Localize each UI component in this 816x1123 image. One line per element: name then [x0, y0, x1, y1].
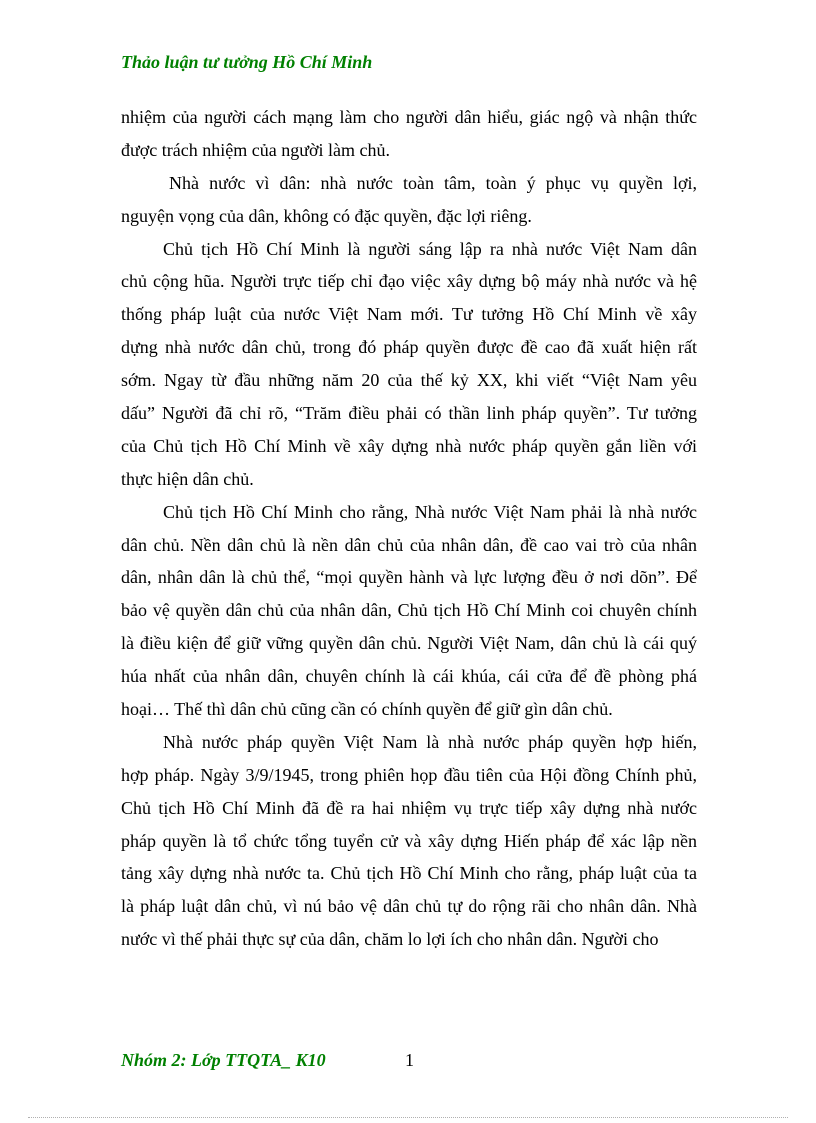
body-line: pháp quyền là tổ chức tổng tuyển cử và xây dựng Hiến pháp để xác lập nền — [121, 830, 697, 851]
body-line: Chủ tịch Hồ Chí Minh cho rằng, Nhà nước Việt Nam phải là nhà nước — [163, 501, 697, 522]
body-line: là pháp luật dân chủ, vì nú bảo vệ dân chủ tự do rộng rãi cho nhân dân. Nhà — [121, 896, 697, 917]
body-line: húa nhất của nhân dân, chuyên chính là cái khúa, cái cửa để đề phòng phá — [121, 666, 697, 687]
body-line: Chủ tịch Hồ Chí Minh đã đề ra hai nhiệm vụ trực tiếp xây dựng nhà nước — [121, 797, 697, 818]
body-line: bảo vệ quyền dân chủ của nhân dân, Chủ tịch Hồ Chí Minh coi chuyên chính — [121, 600, 697, 621]
page-divider — [28, 1117, 788, 1118]
body-line: hợp pháp. Ngày 3/9/1945, trong phiên họp đầu tiên của Hội đồng Chính phủ, — [121, 764, 697, 785]
header-title: Thảo luận tư tưởng Hồ Chí Minh — [121, 52, 373, 72]
body-line: Nhà nước vì dân: nhà nước toàn tâm, toàn ý phục vụ quyền lợi, — [169, 172, 697, 193]
body-line: hoại… Thế thì dân chủ cũng cần có chính quyền để giữ gìn dân chủ. — [121, 699, 613, 720]
body-line: dân, nhân dân là chủ thể, “mọi quyền hành và lực lượng đều ở nơi dõn”. Để — [121, 567, 697, 588]
body-line: thống pháp luật của nước Việt Nam mới. Tư tưởng Hồ Chí Minh về xây — [121, 304, 697, 325]
body-line: Chủ tịch Hồ Chí Minh là người sáng lập ra nhà nước Việt Nam dân — [163, 238, 697, 259]
body-line: thực hiện dân chủ. — [121, 468, 254, 489]
body-line: là điều kiện để giữ vững quyền dân chủ. Người Việt Nam, dân chủ là cái quý — [121, 633, 697, 654]
body-text — [121, 101, 697, 956]
footer-group-label: Nhóm 2: Lớp TTQTA_ K10 — [121, 1050, 326, 1070]
body-line: được trách nhiệm của người làm chủ. — [121, 139, 390, 160]
body-line: sớm. Ngay từ đầu những năm 20 của thế kỷ XX, khi viết “Việt Nam yêu — [121, 370, 697, 391]
body-line: tảng xây dựng nhà nước ta. Chủ tịch Hồ Chí Minh cho rằng, pháp luật của ta — [121, 863, 697, 884]
body-line: dựng nhà nước dân chủ, trong đó pháp quyền được đề cao đã xuất hiện rất — [121, 337, 697, 358]
body-line: dân chủ. Nền dân chủ là nền dân chủ của nhân dân, đề cao vai trò của nhân — [121, 534, 697, 555]
body-line: nước vì thế phải thực sự của dân, chăm lo lợi ích cho nhân dân. Người cho — [121, 929, 659, 950]
body-line: của Chủ tịch Hồ Chí Minh về xây dựng nhà nước pháp quyền gắn liền với — [121, 435, 697, 456]
body-line: nhiệm của người cách mạng làm cho người dân hiểu, giác ngộ và nhận thức — [121, 107, 697, 127]
body-line: dấu” Người đã chỉ rõ, “Trăm điều phải có thần linh pháp quyền”. Tư tưởng — [121, 403, 697, 424]
page-number: 1 — [405, 1050, 414, 1070]
body-line: Nhà nước pháp quyền Việt Nam là nhà nước pháp quyền hợp hiến, — [163, 731, 697, 752]
body-line: nguyện vọng của dân, không có đặc quyền, đặc lợi riêng. — [121, 205, 532, 226]
body-line: chủ cộng hũa. Người trực tiếp chỉ đạo việc xây dựng bộ máy nhà nước và hệ — [121, 271, 697, 292]
